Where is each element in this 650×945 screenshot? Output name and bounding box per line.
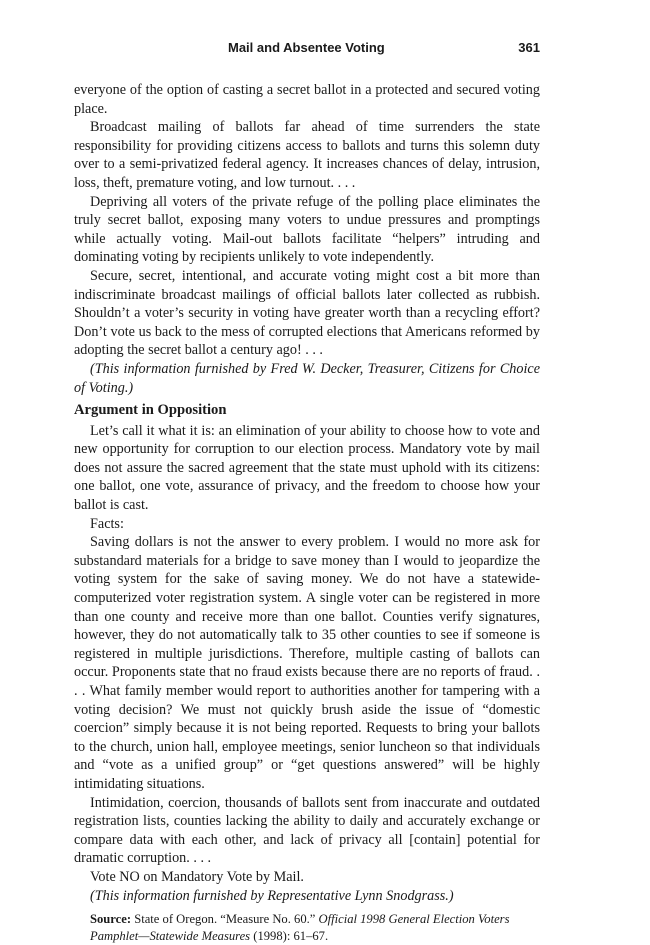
paragraph: Secure, secret, intentional, and accurate voting might cost a bit more than indiscriminate broadcast mailings of official ballots later collected as rubbish. Shouldn’t a voter’s security in voting have greater worth than a recycling effort? Don’t vote us back to the mess of corrupted elections that Americans reformed by adopting the secret ballot a century ago! . . . — [74, 267, 540, 359]
paragraph: Saving dollars is not the answer to every problem. I would no more ask for substandard materials for a bridge to save money than I would to jeopardize the voting system for the sake of saving money. We do not have a statewide-computerized voter registration system. A single voter can be registered in more than one county and receive more than one ballot. Counties verify signatures, however, they do not automatically talk to 35 other counties to see if someone is registered in multiple jurisdictions. Therefore, multiple casting of ballots can occur. Proponents state that no fraud exists because there are no reports of fraud. . . . What family member would report to authorities another for tampering with a voting decision? We must not quickly brush aside the issue of “domestic coercion” simply because it is not being reported. Requests to bring your ballots to the church, union hall, employee meetings, senior luncheon so that individuals and “vote as a unified group” or “get questions answered” will be highly intimidating situations. — [74, 534, 540, 792]
source-title: Official 1998 General Election Voters Pamphlet—Statewide Measures — [90, 912, 510, 944]
paragraph: Depriving all voters of the private refuge of the polling place eliminates the truly secret ballot, exposing many voters to undue pressures and promptings while actually voting. Mail-out ballots facilitate “helpers” intruding and dominating voting by recipients unlikely to vote independently. — [74, 193, 540, 266]
body-text — [74, 81, 540, 945]
page-number: 361 — [518, 40, 540, 55]
source-citation — [74, 911, 540, 945]
section-heading: Argument in Opposition — [74, 402, 227, 419]
source-text: State of Oregon. “Measure No. 60.” — [134, 912, 316, 927]
paragraph: Let’s call it what it is: an elimination of your ability to choose how to vote and new opportunity for corruption to our election process. Mandatory vote by mail does not assure the sacred agreement that the state must uphold with its citizens: one ballot, one vote, assurance of privacy, and the freedom to choose how your ballot is cast. — [74, 422, 540, 514]
paragraph: Vote NO on Mandatory Vote by Mail. — [90, 868, 304, 885]
chapter-title: Mail and Absentee Voting — [228, 40, 385, 55]
paragraph: Broadcast mailing of ballots far ahead of time surrenders the state responsibility for providing citizens access to ballots and turns this solemn duty over to a semi-privatized federal agency. It increases chances of delay, intrusion, loss, theft, premature voting, and low turnout. . . . — [74, 119, 540, 191]
paragraph: everyone of the option of casting a secret ballot in a protected and secured voting place. — [74, 82, 540, 117]
paragraph: Facts: — [90, 515, 124, 532]
attribution: (This information furnished by Fred W. Decker, Treasurer, Citizens for Choice of Voting.) — [74, 360, 540, 396]
source-pages: (1998): 61–67. — [253, 929, 329, 944]
running-head — [228, 40, 540, 55]
source-label: Source: — [90, 912, 132, 927]
paragraph: Intimidation, coercion, thousands of ballots sent from inaccurate and outdated registration lists, counties lacking the ability to daily and accurately exchange or compare data with each other, and lack of privacy all [contain] potential for dramatic corruption. . . . — [74, 794, 540, 867]
attribution: (This information furnished by Representative Lynn Snodgrass.) — [90, 887, 454, 904]
